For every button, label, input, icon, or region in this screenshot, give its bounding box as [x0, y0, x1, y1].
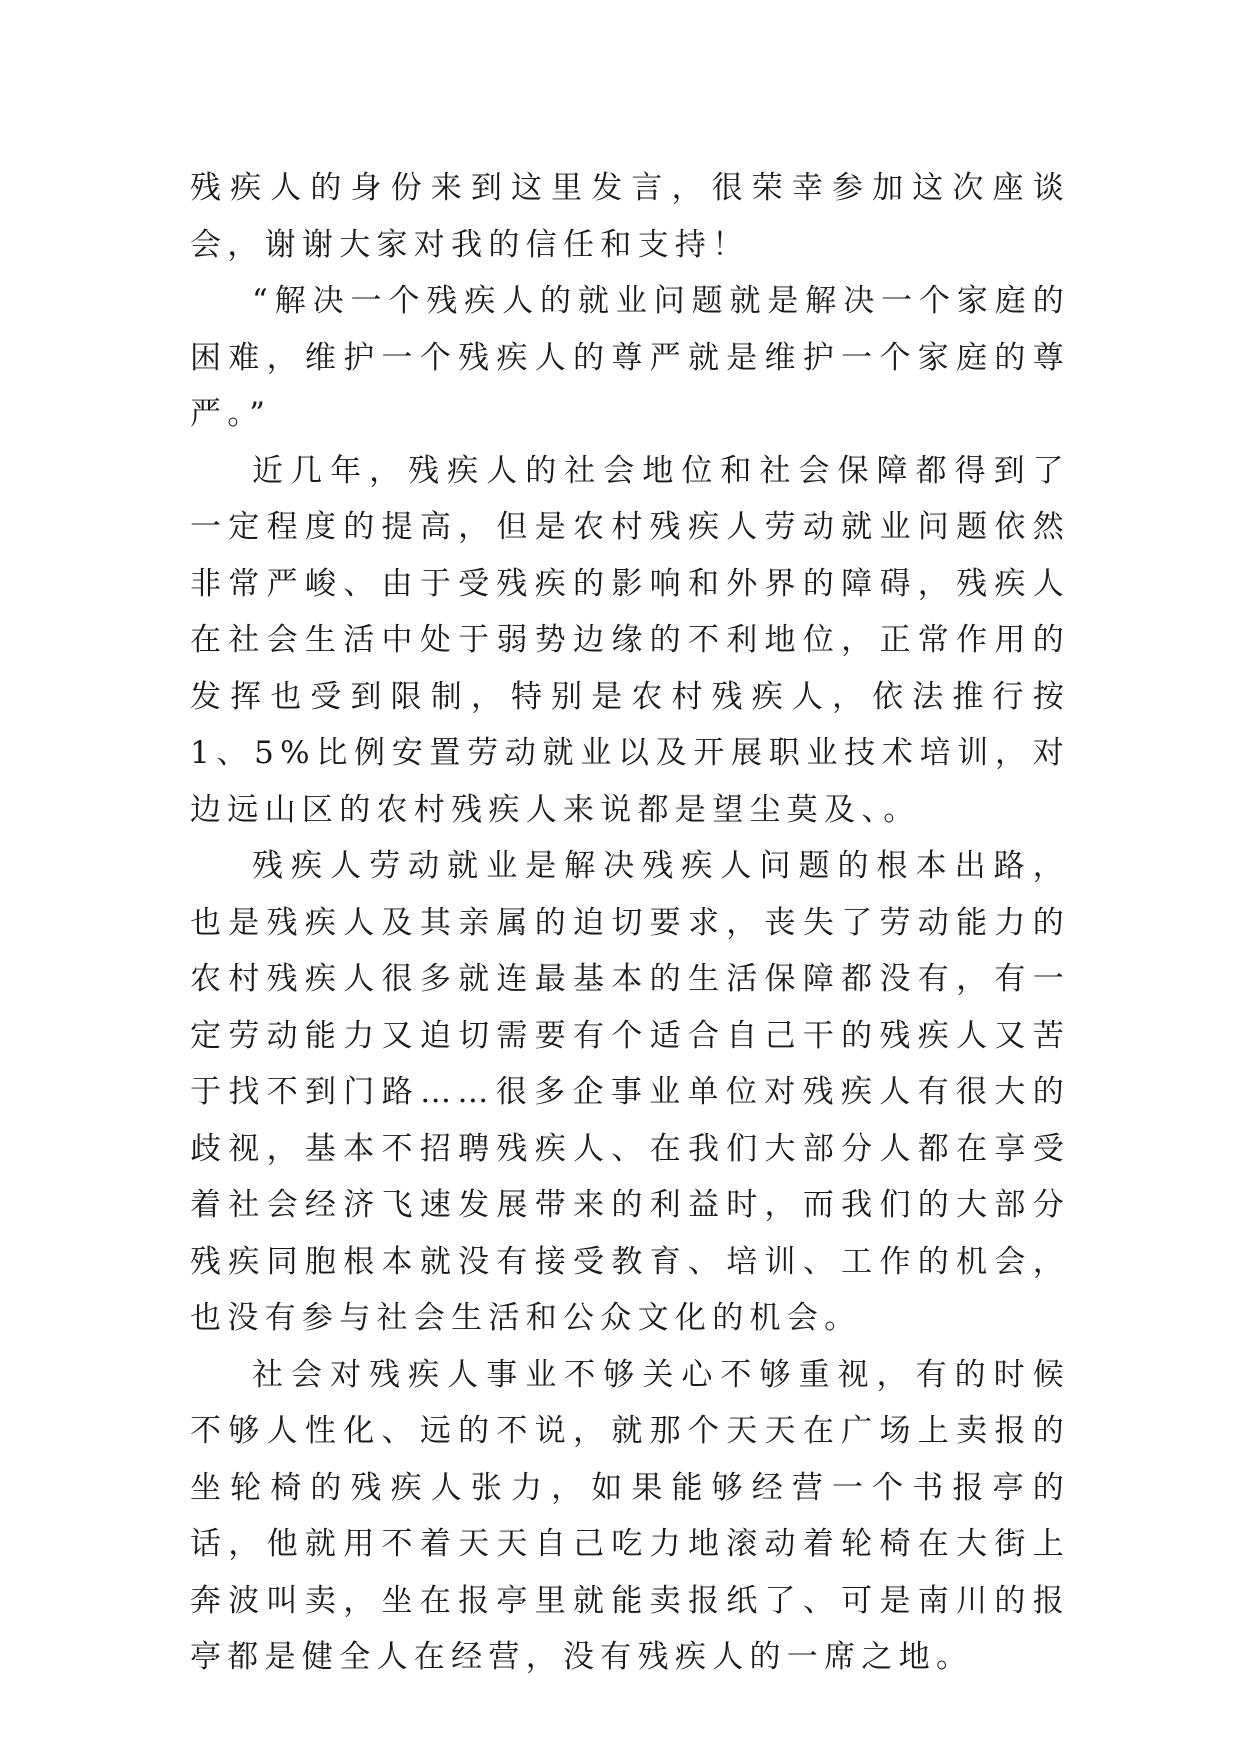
- body-text: [190, 160, 1070, 1686]
- paragraph: 社会对残疾人事业不够关心不够重视，有的时候不够人性化、远的不说，就那个天天在广场上卖报的坐轮椅的残疾人张力，如果能够经营一个书报亭的话，他就用不着天天自己吃力地滚动着轮椅在大街上奔波叫卖，坐在报亭里就能卖报纸了、可是南川的报亭都是健全人在经营，没有残疾人的一席之地。: [190, 1356, 1070, 1675]
- paragraph: “解决一个残疾人的就业问题就是解决一个家庭的困难，维护一个残疾人的尊严就是维护一个家庭的尊严。”: [190, 283, 1070, 432]
- paragraph: 残疾人的身份来到这里发言，很荣幸参加这次座谈会，谢谢大家对我的信任和支持！: [190, 170, 1070, 263]
- paragraph: 近几年，残疾人的社会地位和社会保障都得到了一定程度的提高，但是农村残疾人劳动就业问题依然非常严峻、由于受残疾的影响和外界的障碍，残疾人在社会生活中处于弱势边缘的不利地位，正常作用的发挥也受到限制，特别是农村残疾人，依法推行按1、5%比例安置劳动就业以及开展职业技术培训，对边远山区的农村残疾人来说都是望尘莫及、。: [190, 452, 1070, 828]
- paragraph: 残疾人劳动就业是解决残疾人问题的根本出路，也是残疾人及其亲属的迫切要求，丧失了劳动能力的农村残疾人很多就连最基本的生活保障都没有，有一定劳动能力又迫切需要有个适合自己干的残疾人又苦于找不到门路……很多企事业单位对残疾人有很大的歧视，基本不招聘残疾人、在我们大部分人都在享受着社会经济飞速发展带来的利益时，而我们的大部分残疾同胞根本就没有接受教育、培训、工作的机会，也没有参与社会生活和公众文化的机会。: [190, 848, 1070, 1336]
